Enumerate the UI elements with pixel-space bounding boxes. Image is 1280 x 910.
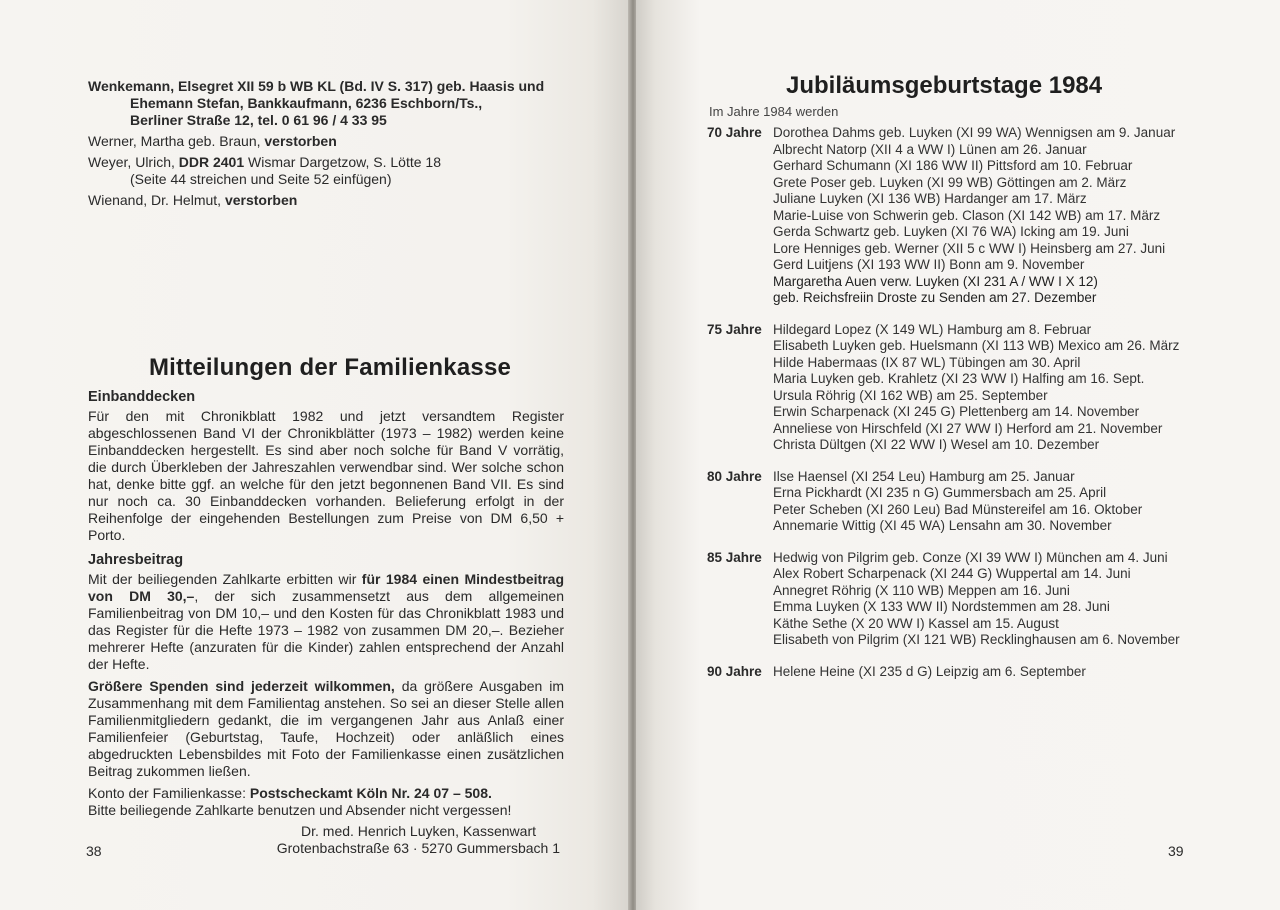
left-page [0, 0, 630, 910]
jahresbeitrag-heading: Jahresbeitrag [88, 552, 184, 568]
signature-name: Dr. med. Henrich Luyken, Kassenwart [301, 823, 536, 839]
birthday-list [773, 664, 1187, 681]
entry-status: verstorben [264, 133, 337, 149]
age-group-70 [707, 125, 1187, 307]
entry-subline: Ehemann Stefan, Bankkaufmann, 6236 Eschborn/Ts., [130, 95, 483, 111]
list-item: Juliane Luyken (XI 136 WB) Hardanger am 17. März [773, 191, 1087, 206]
signature-address: Grotenbachstraße 63 · 5270 Gummersbach 1 [276, 840, 560, 856]
entry-status: verstorben [224, 192, 298, 208]
paragraph-bold-text: Größere Spenden sind jederzeit wilkommen, [88, 678, 395, 694]
list-item: Emma Luyken (X 133 WW II) Nordstemmen am 28. Juni [773, 599, 1110, 614]
entry-text: Wismar Dargetzow, S. Lötte 18 [244, 154, 441, 170]
paragraph-text: , der sich zusammensetzt aus dem allgemeinen Familienbeitrag von DM 10,– und den Kosten für das Chronikblatt 1983 und das Register für die Hefte 1973 – 1982 von zusammen DM 20,–. Bezieher mehrerer Hefte (anzuraten für die Kinder) zahlen entsprechend der Anzahl der Hefte. [88, 588, 564, 672]
entry-text: Wenkemann, Elsegret XII 59 b WB KL (Bd. IV S. 317) geb. Haasis und [88, 78, 545, 94]
list-item: Alex Robert Scharpenack (XI 244 G) Wuppertal am 14. Juni [773, 566, 1131, 581]
paragraph-bold-text: für 1984 einen Mindestbeitrag von DM 30,– [88, 571, 565, 604]
list-item: Gerd Luitjens (XI 193 WW II) Bonn am 9. November [773, 257, 1085, 272]
age-group-85 [707, 550, 1187, 649]
list-item: Erwin Scharpenack (XI 245 G) Plettenberg am 14. November [773, 404, 1140, 419]
birthday-list [773, 550, 1187, 649]
konto-line [88, 785, 564, 802]
age-group-80 [707, 469, 1187, 535]
list-item: Albrecht Natorp (XII 4 a WW I) Lünen am 26. Januar [773, 141, 1087, 157]
birthday-groups [707, 125, 1187, 695]
age-label: 90 Jahre [707, 663, 762, 679]
list-item: Gerhard Schumann (XI 186 WW II) Pittsford am 10. Februar [773, 158, 1133, 173]
age-label: 70 Jahre [707, 125, 762, 140]
list-item: Hedwig von Pilgrim geb. Conze (XI 39 WW I) München am 4. Juni [773, 549, 1168, 565]
list-item: Hilde Habermaas (IX 87 WL) Tübingen am 30. April [773, 354, 1081, 370]
list-item: Annemarie Wittig (XI 45 WA) Lensahn am 30. November [773, 518, 1112, 533]
member-list [88, 78, 568, 213]
spenden-paragraph [88, 678, 564, 780]
einbanddecken-text: Für den mit Chronikblatt 1982 und jetzt versandtem Register abgeschlossenen Band VI der Chronikblätter (1973 – 1982) werden keine Einbanddecken hergestellt. Es sind aber noch solche für Band V vorrätig, die durch Überkleben der Jahreszahlen verwendbar sind. Wer solche schon hat, denke bitte ggf. an welche für den jetzt begonnenen Band VII. Es sind nur noch ca. 30 Einbanddecken vorhanden. Belieferung erfolgt in der Reihenfolge der eingehenden Bestellungen zum Preise von DM 6,50 + Porto. [88, 408, 564, 543]
list-item: Christa Dültgen (XI 22 WW I) Wesel am 10. Dezember [773, 437, 1100, 452]
einbanddecken-heading: Einbanddecken [88, 389, 196, 405]
list-item: Annegret Röhrig (X 110 WB) Meppen am 16. Juni [773, 582, 1070, 598]
list-item: Peter Scheben (XI 260 Leu) Bad Münstereifel am 16. Oktober [773, 501, 1143, 517]
list-item: Margaretha Auen verw. Luyken (XI 231 A / WW I X 12) [773, 273, 1098, 289]
intro-text: Im Jahre 1984 werden [709, 104, 839, 119]
entry-text: Werner, Martha geb. Braun, [88, 133, 265, 149]
list-item: Dorothea Dahms geb. Luyken (XI 99 WA) Wennigsen am 9. Januar [773, 125, 1176, 140]
konto-label: Konto der Familienkasse: [88, 785, 250, 801]
list-item: Käthe Sethe (X 20 WW I) Kassel am 15. August [773, 615, 1059, 631]
list-item: geb. Reichsfreiin Droste zu Senden am 27. Dezember [773, 290, 1097, 305]
list-item: Maria Luyken geb. Krahletz (XI 23 WW I) Halfing am 16. Sept. [773, 371, 1145, 386]
jahresbeitrag-paragraph [88, 571, 564, 673]
list-item: Grete Poser geb. Luyken (XI 99 WB) Göttingen am 2. März [773, 174, 1127, 190]
page-number: 39 [1168, 843, 1184, 859]
zahlkarte-note: Bitte beiliegende Zahlkarte benutzen und Absender nicht vergessen! [88, 802, 512, 818]
entry-subline: (Seite 44 streichen und Seite 52 einfügen) [130, 171, 392, 187]
list-item: Ilse Haensel (XI 254 Leu) Hamburg am 25. Januar [773, 468, 1075, 484]
list-item: Ursula Röhrig (XI 162 WB) am 25. September [773, 387, 1048, 403]
list-item: Hildegard Lopez (X 149 WL) Hamburg am 8. Februar [773, 321, 1092, 337]
entry-text: Weyer, Ulrich, [88, 154, 179, 170]
konto-number: Postscheckamt Köln Nr. 24 07 – 508. [249, 785, 492, 801]
list-item: Anneliese von Hirschfeld (XI 27 WW I) Herford am 21. November [773, 420, 1163, 436]
page-number: 38 [86, 843, 102, 859]
age-group-90 [707, 664, 1187, 681]
paragraph-text: da größere Ausgaben im Zusammenhang mit dem Familientag anstehen. So sei an dieser Stelle allen Familienmitgliedern gedankt, die im vergangenen Jahr aus Anlaß einer Familienfeier (Geburtstag, Taufe, Hochzeit) oder anläßlich eines abgedruckten Lebensbildes mit Foto der Familienkasse einen zusätzlichen Beitrag zukommen ließen. [88, 678, 564, 779]
member-entry [88, 192, 568, 209]
entry-bold-text: DDR 2401 [178, 154, 245, 170]
birthday-list [773, 125, 1187, 307]
entry-text: Wienand, Dr. Helmut, [88, 192, 225, 208]
age-label: 85 Jahre [707, 549, 762, 565]
list-item: Elisabeth von Pilgrim (XI 121 WB) Recklinghausen am 6. November [773, 632, 1180, 647]
age-label: 75 Jahre [707, 321, 762, 337]
member-entry [88, 154, 568, 188]
list-item: Helene Heine (XI 235 d G) Leipzig am 6. September [773, 663, 1086, 679]
birthday-list [773, 322, 1187, 454]
list-item: Erna Pickhardt (XI 235 n G) Gummersbach am 25. April [773, 485, 1107, 500]
paragraph-text: Mit der beiliegenden Zahlkarte erbitten wir [88, 571, 362, 587]
age-group-75 [707, 322, 1187, 454]
list-item: Gerda Schwartz geb. Luyken (XI 76 WA) Icking am 19. Juni [773, 224, 1129, 239]
section-title: Mitteilungen der Familienkasse [148, 354, 512, 381]
page-title: Jubiläumsgeburtstage 1984 [786, 72, 1103, 99]
member-entry [88, 133, 568, 150]
entry-subline: Berliner Straße 12, tel. 0 61 96 / 4 33 95 [130, 112, 387, 128]
member-entry [88, 78, 568, 129]
familienkasse-body [88, 389, 564, 857]
list-item: Elisabeth Luyken geb. Huelsmann (XI 113 WB) Mexico am 26. März [773, 338, 1180, 353]
list-item: Marie-Luise von Schwerin geb. Clason (XI 142 WB) am 17. März [773, 207, 1161, 223]
age-label: 80 Jahre [707, 468, 762, 484]
birthday-list [773, 469, 1187, 535]
list-item: Lore Henniges geb. Werner (XII 5 c WW I) Heinsberg am 27. Juni [773, 240, 1166, 256]
